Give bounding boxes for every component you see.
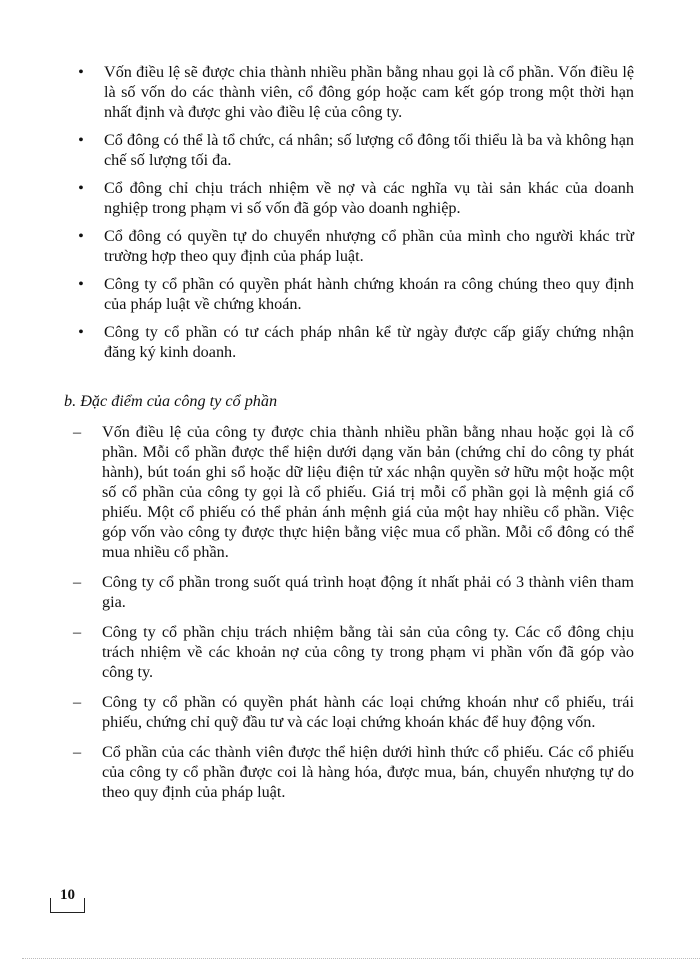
dash-text: Cổ phần của các thành viên được thể hiện dưới hình thức cổ phiếu. Các cổ phiếu của công ty cổ phần được coi là hàng hóa, được mua, bán, chuyển nhượng tự do theo quy định của pháp luật. (102, 743, 634, 801)
section-a-bullet-list (0, 62, 700, 370)
bullet-icon: • (78, 131, 84, 149)
bullet-item (0, 178, 700, 218)
dash-item (0, 572, 700, 612)
dash-text: Công ty cổ phần trong suốt quá trình hoạt động ít nhất phải có 3 thành viên tham gia. (102, 573, 634, 611)
dash-icon: – (72, 623, 82, 641)
bullet-item (0, 274, 700, 314)
bullet-text: Cổ đông có thể là tổ chức, cá nhân; số lượng cổ đông tối thiểu là ba và không hạn chế số lượng tối đa. (104, 131, 634, 169)
bullet-icon: • (78, 275, 84, 293)
bullet-icon: • (78, 227, 84, 245)
bullet-text: Công ty cổ phần có quyền phát hành chứng khoán ra công chúng theo quy định của pháp luật về chứng khoán. (104, 275, 634, 313)
dash-item (0, 422, 700, 562)
dash-text: Công ty cổ phần có quyền phát hành các loại chứng khoán như cổ phiếu, trái phiếu, chứng chỉ quỹ đầu tư và các loại chứng khoán khác để huy động vốn. (102, 693, 634, 731)
page-number-box (50, 887, 85, 913)
dash-text: Vốn điều lệ của công ty được chia thành nhiều phần bằng nhau hoặc gọi là cổ phần. Mỗi cổ phần được thể hiện dưới dạng văn bản (chứng chỉ do công ty phát hành), bút toán ghi sổ hoặc dữ liệu điện tử xác nhận quyền sở hữu một hoặc một số cổ phần của công ty gọi là cổ phiếu. Giá trị mỗi cổ phần gọi là mệnh giá cổ phiếu. Một cổ phiếu có thể phản ánh mệnh giá của một hay nhiều cổ phần. Việc góp vốn vào công ty được thực hiện bằng việc mua cổ phần. Mỗi cổ đông có thể mua nhiều cổ phần. (102, 423, 634, 561)
page-number: 10 (60, 887, 75, 903)
bullet-text: Công ty cổ phần có tư cách pháp nhân kể từ ngày được cấp giấy chứng nhận đăng ký kinh doanh. (104, 323, 634, 361)
bullet-item (0, 130, 700, 170)
bullet-text: Cổ đông có quyền tự do chuyển nhượng cổ phần của mình cho người khác trừ trường hợp theo quy định của pháp luật. (104, 227, 634, 265)
dash-item (0, 742, 700, 802)
bullet-item (0, 62, 700, 122)
bullet-text: Vốn điều lệ sẽ được chia thành nhiều phần bằng nhau gọi là cổ phần. Vốn điều lệ là số vốn do các thành viên, cổ đông góp hoặc cam kết góp trong một thời hạn nhất định và được ghi vào điều lệ của công ty. (104, 63, 634, 121)
bullet-item (0, 322, 700, 362)
dash-icon: – (72, 693, 82, 711)
dash-icon: – (72, 743, 82, 761)
dash-text: Công ty cổ phần chịu trách nhiệm bằng tài sản của công ty. Các cổ đông chịu trách nhiệm về các khoản nợ của công ty trong phạm vi phần vốn đã góp vào công ty. (102, 623, 634, 681)
page-bottom-dotted-divider (22, 958, 700, 959)
dash-icon: – (72, 573, 82, 591)
bullet-icon: • (78, 179, 84, 197)
section-b-heading: b. Đặc điểm của công ty cổ phần (64, 392, 278, 410)
bullet-icon: • (78, 63, 84, 81)
dash-item (0, 692, 700, 732)
bullet-text: Cổ đông chỉ chịu trách nhiệm về nợ và các nghĩa vụ tài sản khác của doanh nghiệp trong phạm vi số vốn đã góp vào doanh nghiệp. (104, 179, 634, 217)
section-b-dash-list (0, 422, 700, 812)
bullet-item (0, 226, 700, 266)
dash-icon: – (72, 423, 82, 441)
dash-item (0, 622, 700, 682)
bullet-icon: • (78, 323, 84, 341)
